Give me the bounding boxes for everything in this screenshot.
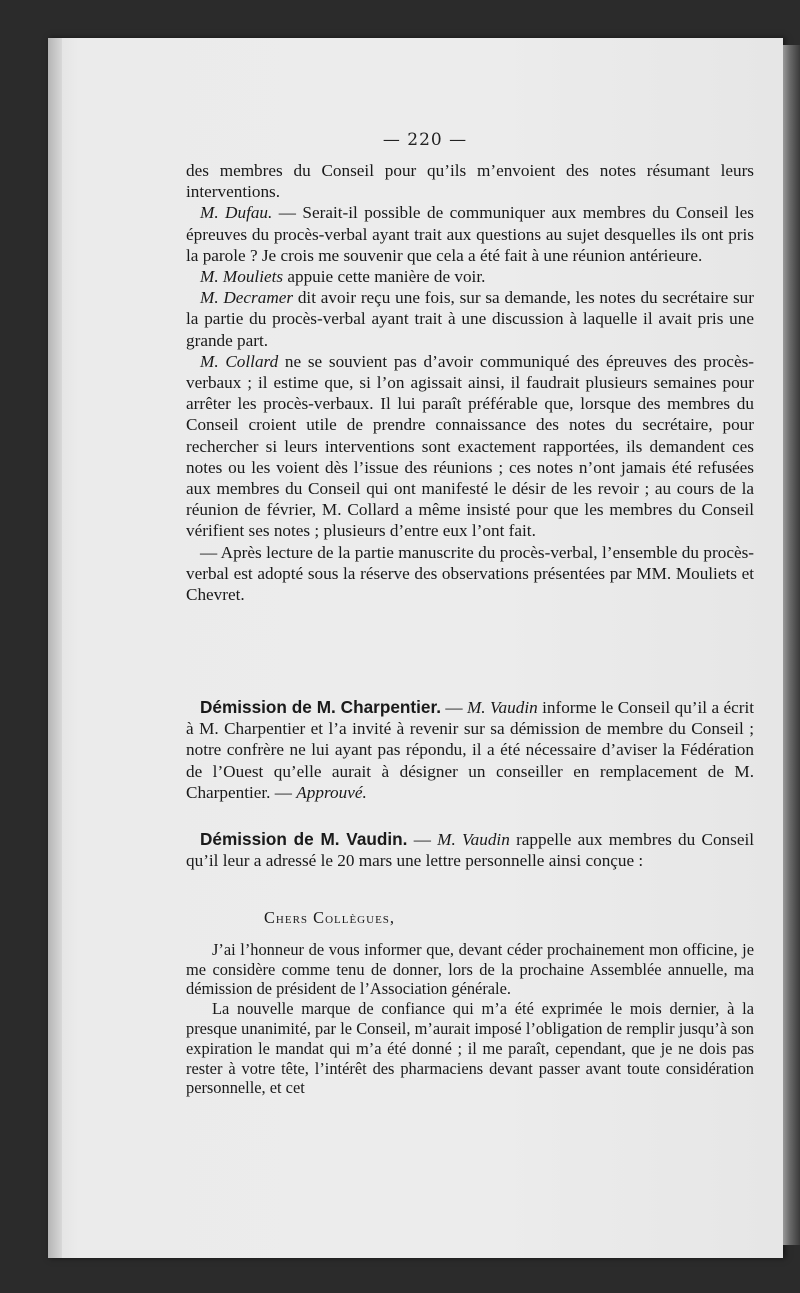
letter-salutation: Chers Collègues, bbox=[264, 908, 396, 927]
section-charpentier bbox=[186, 697, 754, 803]
letter-paragraph: La nouvelle marque de confiance qui m’a été exprimée le mois dernier, à la presque unanimité, par le Conseil, m’aurait imposé l’obligation de remplir jusqu’à son expiration le mandat qui m’a été donné ; il me paraît, cependant, que je ne dois pas rester à votre tête, l’intérêt des pharmaciens devant passer avant toute considération personnelle, et cet bbox=[186, 999, 754, 1098]
speaker-name: M. Dufau. bbox=[200, 203, 273, 223]
section-vaudin bbox=[186, 829, 754, 871]
section-heading: Démission de M. Charpentier. bbox=[200, 697, 441, 717]
paragraph-text: informe le Conseil qu’il a écrit à M. Charpentier et l’a invité à revenir sur sa démission de membre du Conseil ; notre confrère ne lui ayant pas répondu, il a été nécessaire d’aviser la Fédération de l’Ouest qu’elle aurait à désigner un conseiller en remplacement de M. Charpentier. — bbox=[186, 698, 755, 802]
approved-note: Approuvé. bbox=[296, 782, 367, 802]
speaker-name: M. Mouliets bbox=[200, 267, 284, 287]
letter-paragraph: J’ai l’honneur de vous informer que, devant céder prochainement mon officine, je me considère comme tenu de donner, lors de la prochaine Assemblée annuelle, ma démission de président de l’Association générale. bbox=[186, 939, 754, 999]
minutes-discussion bbox=[186, 160, 754, 605]
paragraph-collard bbox=[186, 351, 754, 542]
speaker-name: M. Decramer bbox=[200, 288, 294, 308]
paragraph-dufau bbox=[186, 202, 754, 266]
page-number: — 220 — bbox=[382, 130, 468, 150]
dash: — bbox=[440, 698, 467, 717]
page-edge bbox=[783, 45, 800, 1245]
quoted-letter bbox=[186, 908, 754, 1098]
dash: — bbox=[407, 830, 438, 849]
paragraph-text: — Serait-il possible de communiquer aux membres du Conseil les épreuves du procès-verbal ayant trait aux questions au sujet desquelles ils ont pris la parole ? Je crois me souvenir que cela a été fait à une réunion antérieure. bbox=[186, 203, 754, 265]
paragraph-text: ne se souvient pas d’avoir communiqué des épreuves des procès-verbaux ; il estime que, si l’on agissait ainsi, il faudrait plusieurs semaines pour arrêter les procès-verbaux. Il lui paraît préférable que, lorsque des membres du Conseil croient utile de prendre connaissance des notes du secrétaire, pour rechercher si leurs interventions sont exactement rapportées, ils demandent ces notes ou les voient dès l’issue des réunions ; ces notes n’ont jamais été refusées aux membres du Conseil qui ont manifesté le désir de les revoir ; au cours de la réunion de février, M. Collard a même insisté pour que les membres du Conseil vérifient ses notes ; plusieurs d’entre eux l’ont fait. bbox=[186, 351, 754, 541]
paragraph: des membres du Conseil pour qu’ils m’envoient des notes résumant leurs interventions. bbox=[186, 161, 754, 202]
speaker-name: M. Vaudin bbox=[437, 830, 510, 849]
paragraph-text: appuie cette manière de voir. bbox=[283, 267, 486, 287]
paragraph-adoption: — Après lecture de la partie manuscrite du procès-verbal, l’ensemble du procès-verbal est adopté sous la réserve des observations présentées par MM. Mouliets et Chevret. bbox=[186, 542, 754, 605]
section-heading: Démission de M. Vaudin. bbox=[200, 829, 408, 849]
paragraph-text: rappelle aux membres du Conseil qu’il leur a adressé le 20 mars une lettre personnelle ainsi conçue : bbox=[186, 830, 755, 871]
paragraph-mouliets bbox=[186, 266, 754, 287]
paragraph-charpentier bbox=[186, 697, 754, 803]
paragraph-decramer bbox=[186, 287, 754, 351]
paragraph-text: dit avoir reçu une fois, sur sa demande, les notes du secrétaire sur la partie du procès-verbal ayant trait à une discussion à laquelle il avait pris une grande part. bbox=[186, 288, 754, 350]
paragraph-vaudin bbox=[186, 829, 754, 871]
speaker-name: M. Vaudin bbox=[466, 698, 538, 717]
page-gutter-shadow bbox=[48, 38, 62, 1258]
speaker-name: M. Collard bbox=[200, 351, 279, 371]
